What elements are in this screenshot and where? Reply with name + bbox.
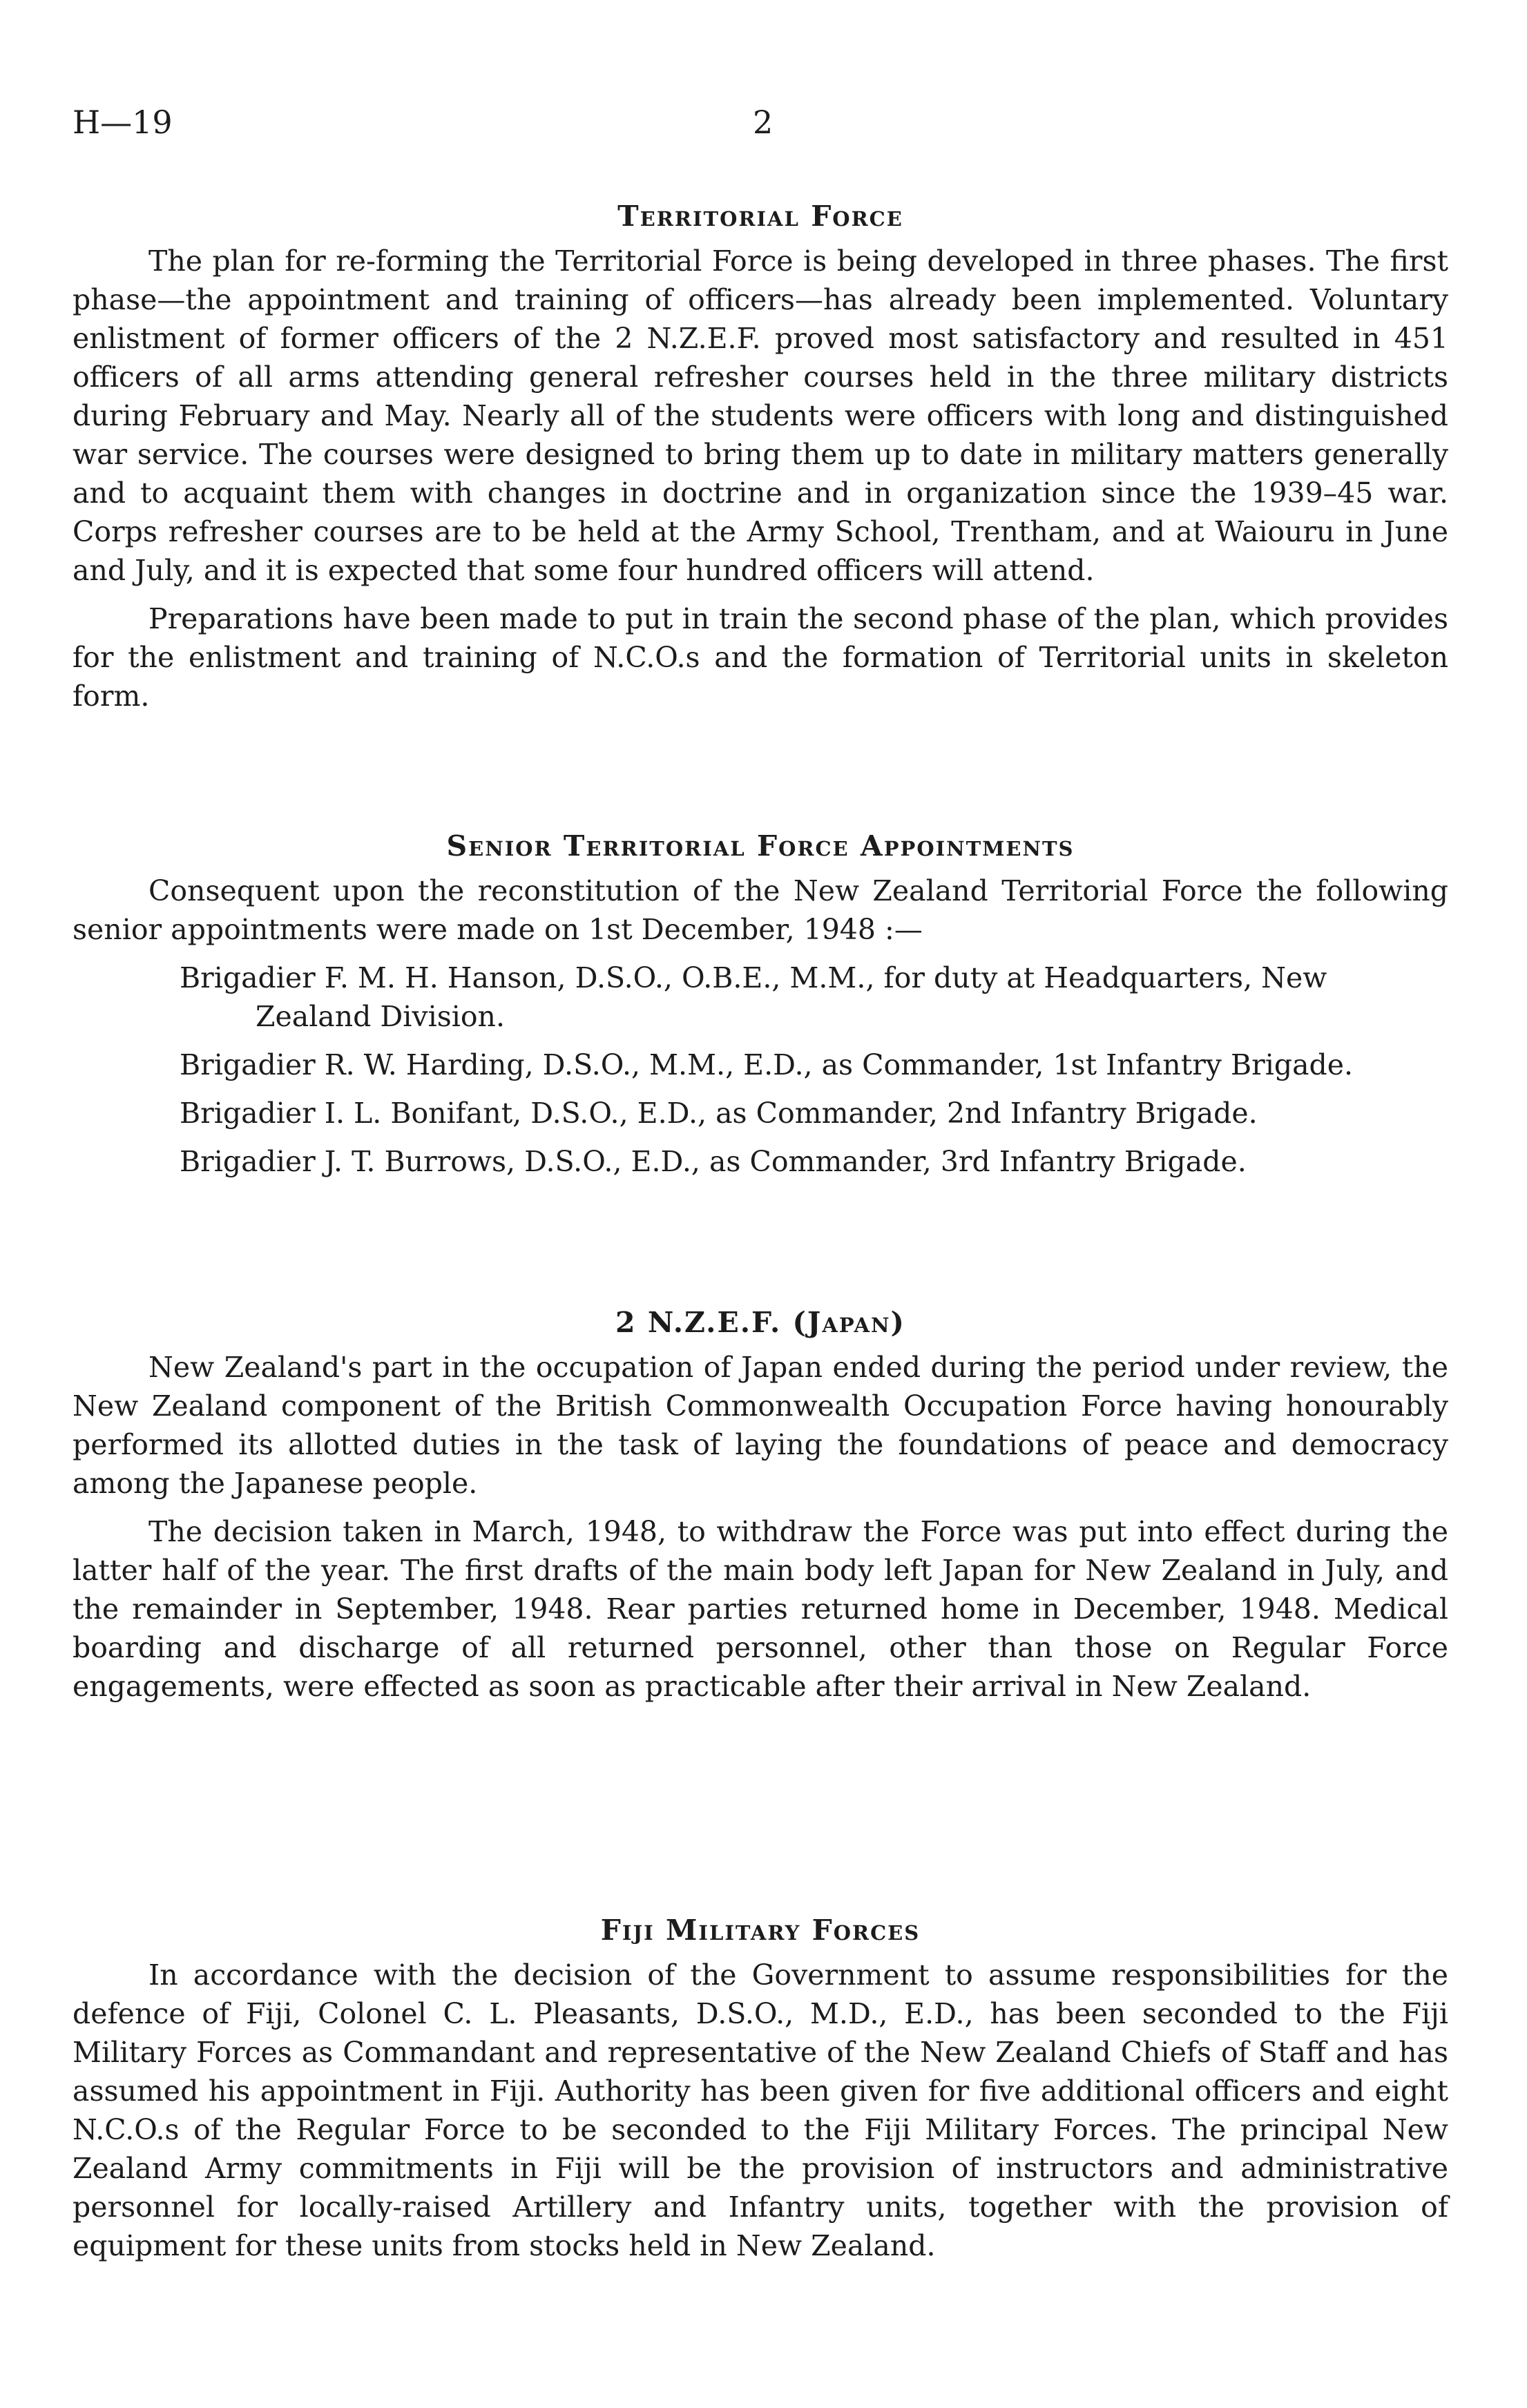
appointment-item: Brigadier I. L. Bonifant, D.S.O., E.D., as Commander, 2nd Infantry Brigade. xyxy=(180,1097,1258,1130)
section-senior-appointments xyxy=(73,829,1448,1191)
paragraph: In accordance with the decision of the Government to assume responsibilities for the defence of Fiji, Colonel C. L. Pleasants, D.S.O., M.D., E.D., has been seconded to the Fiji Military Forces as Commandant and representative of the New Zealand Chiefs of Staff and has assumed his appointment in Fiji. Authority has been given for five additional officers and eight N.C.O.s of the Regular Force to be seconded to the Fiji Military Forces. The principal New Zealand Army commitments in Fiji will be the provision of instructors and administrative personnel for locally-raised Artillery and Infantry units, together with the provision of equipment for these units from stocks held in New Zealand. xyxy=(73,1958,1448,2262)
heading-suffix: ) xyxy=(890,1306,905,1339)
appointment-item: Brigadier F. M. H. Hanson, D.S.O., O.B.E., M.M., for duty at Headquarters, New Zealand Division. xyxy=(180,961,1327,1033)
document-id: H—19 xyxy=(73,104,173,141)
section-japan xyxy=(73,1305,1448,1715)
paragraph: The plan for re-forming the Territorial Force is being developed in three phases. The first phase—the appointment and training of officers—has already been implemented. Voluntary enlistment of former officers of the 2 N.Z.E.F. proved most satisfactory and resulted in 451 officers of all arms attending general refresher courses held in the three military districts during February and May. Nearly all of the students were officers with long and distinguished war service. The courses were designed to bring them up to date in military matters generally and to acquaint them with changes in doctrine and in organization since the 1939–45 war. Corps refresher courses are to be held at the Army School, Trentham, and at Waiouru in June and July, and it is expected that some four hundred officers will attend. xyxy=(73,244,1448,587)
appointment-item: Brigadier R. W. Harding, D.S.O., M.M., E.D., as Commander, 1st Infantry Brigade. xyxy=(180,1048,1354,1081)
section-territorial-force xyxy=(73,199,1448,725)
running-head xyxy=(73,104,1454,159)
section-heading: Senior Territorial Force Appointments xyxy=(446,829,1075,863)
appointment-item: Brigadier J. T. Burrows, D.S.O., E.D., as Commander, 3rd Infantry Brigade. xyxy=(180,1145,1247,1178)
heading-word: Japan xyxy=(807,1306,891,1339)
page-number: 2 xyxy=(753,104,774,141)
paragraph: Preparations have been made to put in train the second phase of the plan, which provides for the enlistment and training of N.C.O.s and the formation of Territorial units in skeleton form. xyxy=(73,602,1448,713)
section-heading xyxy=(73,1305,1448,1340)
section-heading: Territorial Force xyxy=(617,200,903,233)
heading-prefix: 2 N.Z.E.F. ( xyxy=(615,1306,807,1339)
paragraph: The decision taken in March, 1948, to withdraw the Force was put into effect during the latter half of the year. The first drafts of the main body left Japan for New Zealand in July, and the remainder in September, 1948. Rear parties returned home in December, 1948. Medical boarding and discharge of all returned personnel, other than those on Regular Force engagements, were effected as soon as practicable after their arrival in New Zealand. xyxy=(73,1515,1448,1703)
paragraph: New Zealand's part in the occupation of Japan ended during the period under review, the New Zealand component of the British Commonwealth Occupation Force having honourably performed its allotted duties in the task of laying the foundations of peace and democracy among the Japanese people. xyxy=(73,1351,1448,1500)
section-heading: Fiji Military Forces xyxy=(600,1914,921,1947)
paragraph: Consequent upon the reconstitution of the New Zealand Territorial Force the following senior appointments were made on 1st December, 1948 :— xyxy=(73,874,1448,946)
section-fiji-military-forces xyxy=(73,1913,1448,2275)
